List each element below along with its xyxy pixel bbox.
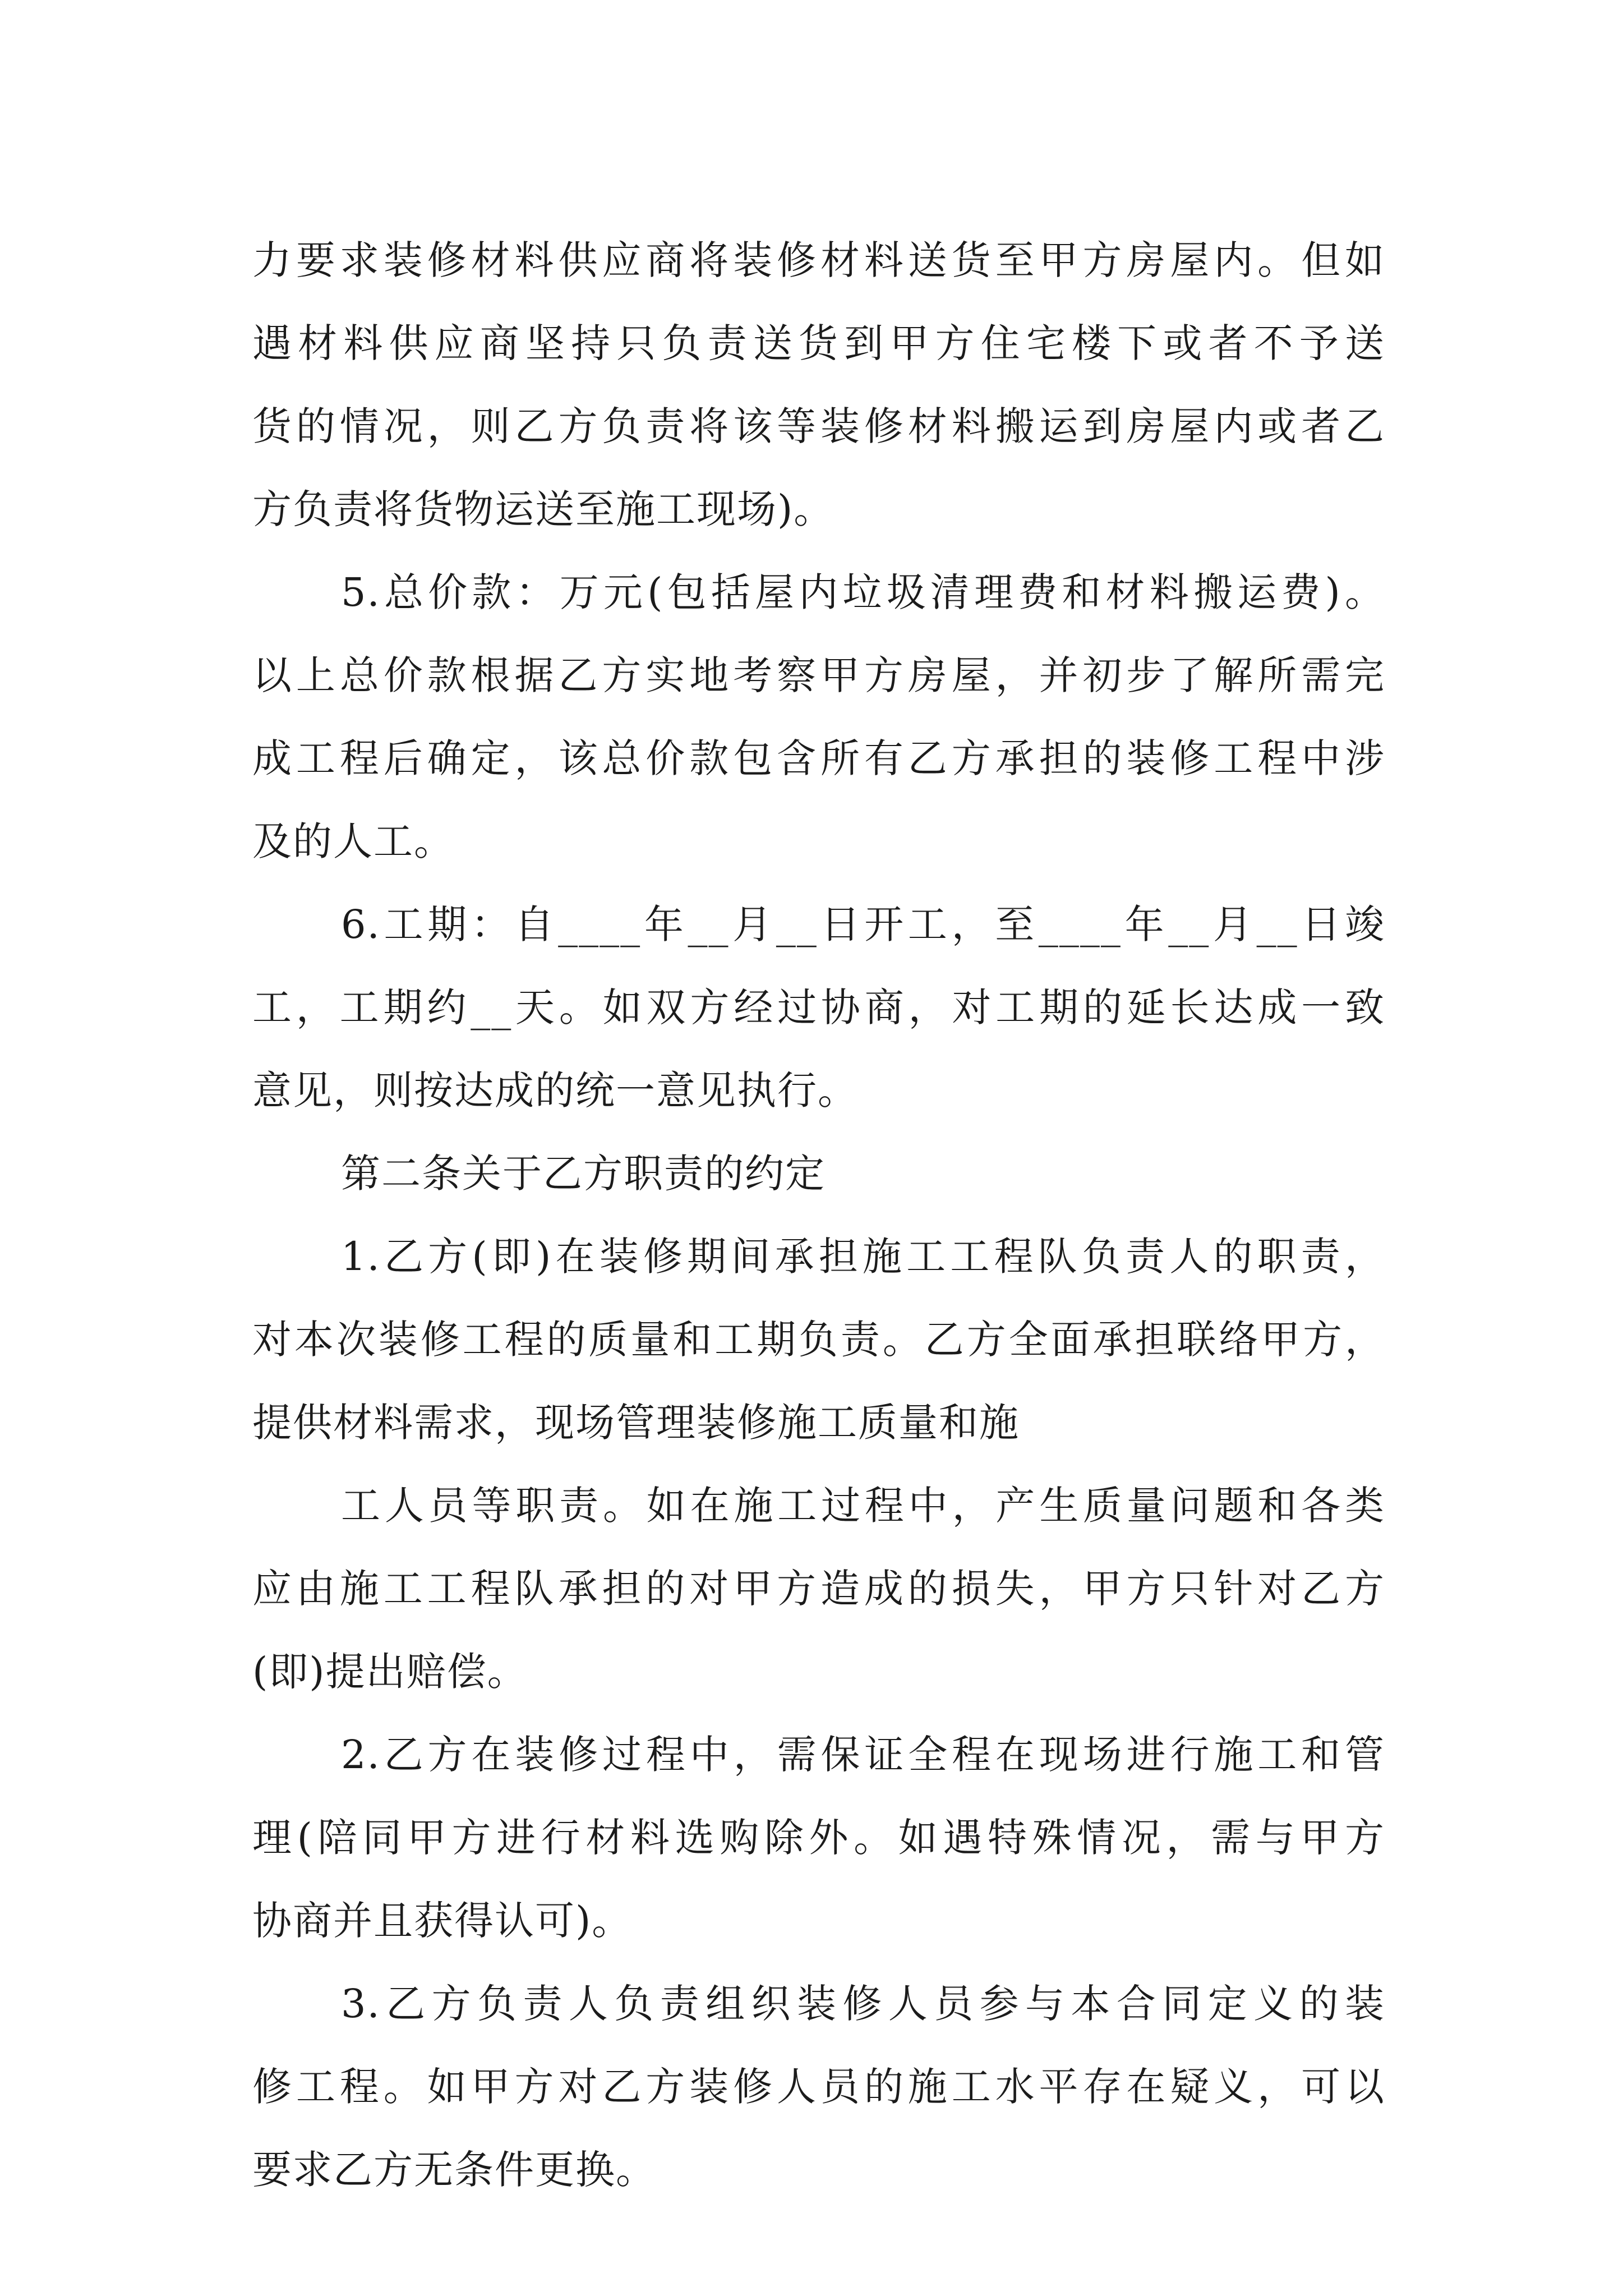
text-line: (即)提出赔偿。: [252, 1649, 528, 1695]
text-line: 遇材料供应商坚持只负责送货到甲方住宅楼下或者不予送: [252, 320, 1385, 366]
text-line: 成工程后确定，该总价款包含所有乙方承担的装修工程中涉: [252, 735, 1385, 781]
text-line: 方负责将货物运送至施工现场)。: [252, 486, 834, 532]
text-line: 6.工期：自____年__月__日开工，至____年__月__日竣: [341, 901, 1385, 947]
contract-text-body: [252, 219, 1385, 2211]
text-line: 意见，则按达成的统一意见执行。: [252, 1068, 858, 1114]
text-line: 对本次装修工程的质量和工期负责。乙方全面承担联络甲方，: [252, 1317, 1385, 1363]
text-line: 力要求装修材料供应商将装修材料送货至甲方房屋内。但如: [252, 237, 1385, 283]
text-line: 协商并且获得认可)。: [252, 1898, 633, 1944]
text-line: 1.乙方(即)在装修期间承担施工工程队负责人的职责，: [341, 1234, 1385, 1280]
text-line: 3.乙方负责人负责组织装修人员参与本合同定义的装: [341, 1981, 1385, 2027]
text-line: 以上总价款根据乙方实地考察甲方房屋，并初步了解所需完: [252, 652, 1385, 698]
text-line: 应由施工工程队承担的对甲方造成的损失，甲方只针对乙方: [252, 1566, 1385, 1612]
text-line: 2.乙方在装修过程中，需保证全程在现场进行施工和管: [341, 1732, 1385, 1778]
text-line: 理(陪同甲方进行材料选购除外。如遇特殊情况，需与甲方: [252, 1815, 1385, 1861]
text-line: 及的人工。: [252, 818, 454, 864]
text-line: 工，工期约__天。如双方经过协商，对工期的延长达成一致: [252, 984, 1385, 1030]
text-line: 第二条关于乙方职责的约定: [341, 1151, 826, 1197]
text-line: 修工程。如甲方对乙方装修人员的施工水平存在疑义，可以: [252, 2064, 1385, 2110]
text-line: 提供材料需求，现场管理装修施工质量和施: [252, 1400, 1020, 1446]
text-line: 要求乙方无条件更换。: [252, 2147, 656, 2193]
text-line: 5.总价款：万元(包括屋内垃圾清理费和材料搬运费)。: [341, 569, 1385, 615]
text-line: 货的情况，则乙方负责将该等装修材料搬运到房屋内或者乙: [252, 403, 1385, 449]
text-line: 工人员等职责。如在施工过程中，产生质量问题和各类: [341, 1483, 1385, 1529]
